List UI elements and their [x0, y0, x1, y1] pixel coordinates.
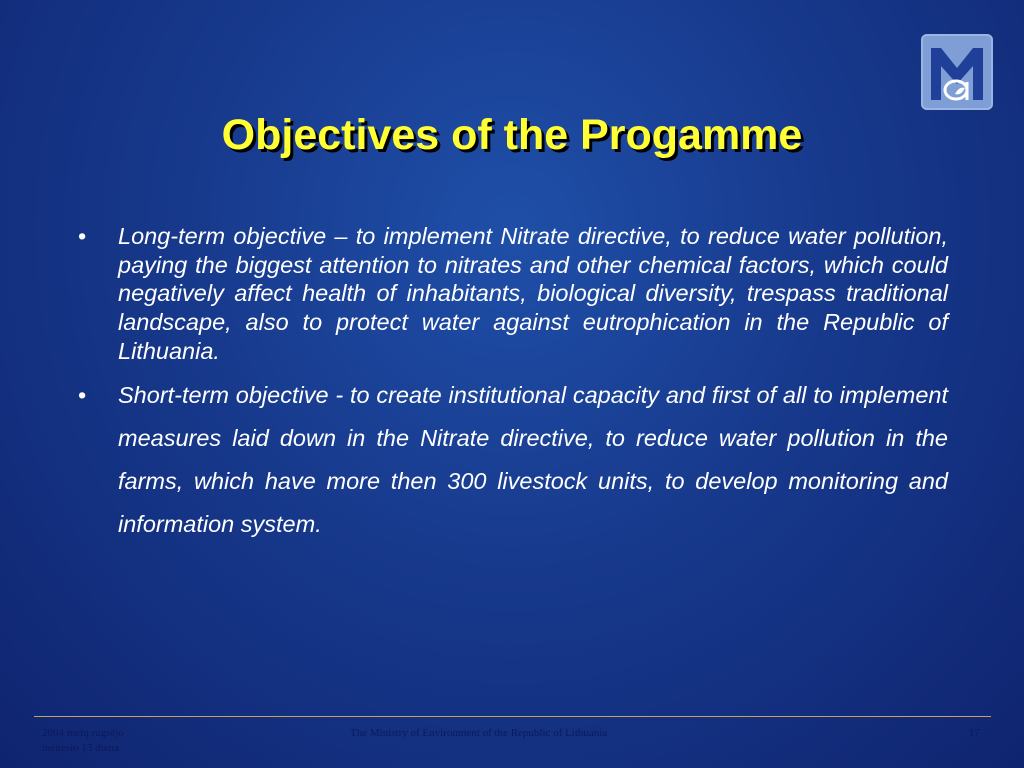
bullet-dot-icon: • — [78, 223, 87, 249]
bullet-item-long-term — [78, 222, 948, 366]
slide-title: Objectives of the Progamme — [221, 111, 803, 159]
footer-date-line-2: mėnesio 13 diena — [42, 742, 119, 754]
ministry-logo-icon — [921, 34, 993, 110]
footer-page-number: 17 — [969, 727, 980, 739]
bullet-list — [78, 222, 948, 546]
bullet-text: Long-term objective – to implement Nitrate directive, to reduce water pollution, paying the biggest attention to nitrates and other chemical factors, which could negatively affect health of inhabitants, biological diversity, trespass traditional landscape, also to protect water against eutrophication in the Republic of Lithuania. — [118, 223, 948, 364]
footer-date-line-1: 2004 metų rugsėjo — [42, 727, 124, 739]
bullet-item-short-term — [78, 374, 948, 546]
footer-organization: The Ministry of Environment of the Republic of Lithuania — [350, 727, 608, 739]
ministry-logo-mark — [921, 34, 993, 110]
bullet-text: Short-term objective - to create institutional capacity and first of all to implement measures laid down in the Nitrate directive, to reduce water pollution in the farms, which have more then 300 livestock units, to develop monitoring and information system. — [118, 381, 948, 537]
footer-divider — [34, 716, 991, 717]
footer-date — [42, 726, 202, 756]
bullet-dot-icon: • — [78, 381, 87, 408]
